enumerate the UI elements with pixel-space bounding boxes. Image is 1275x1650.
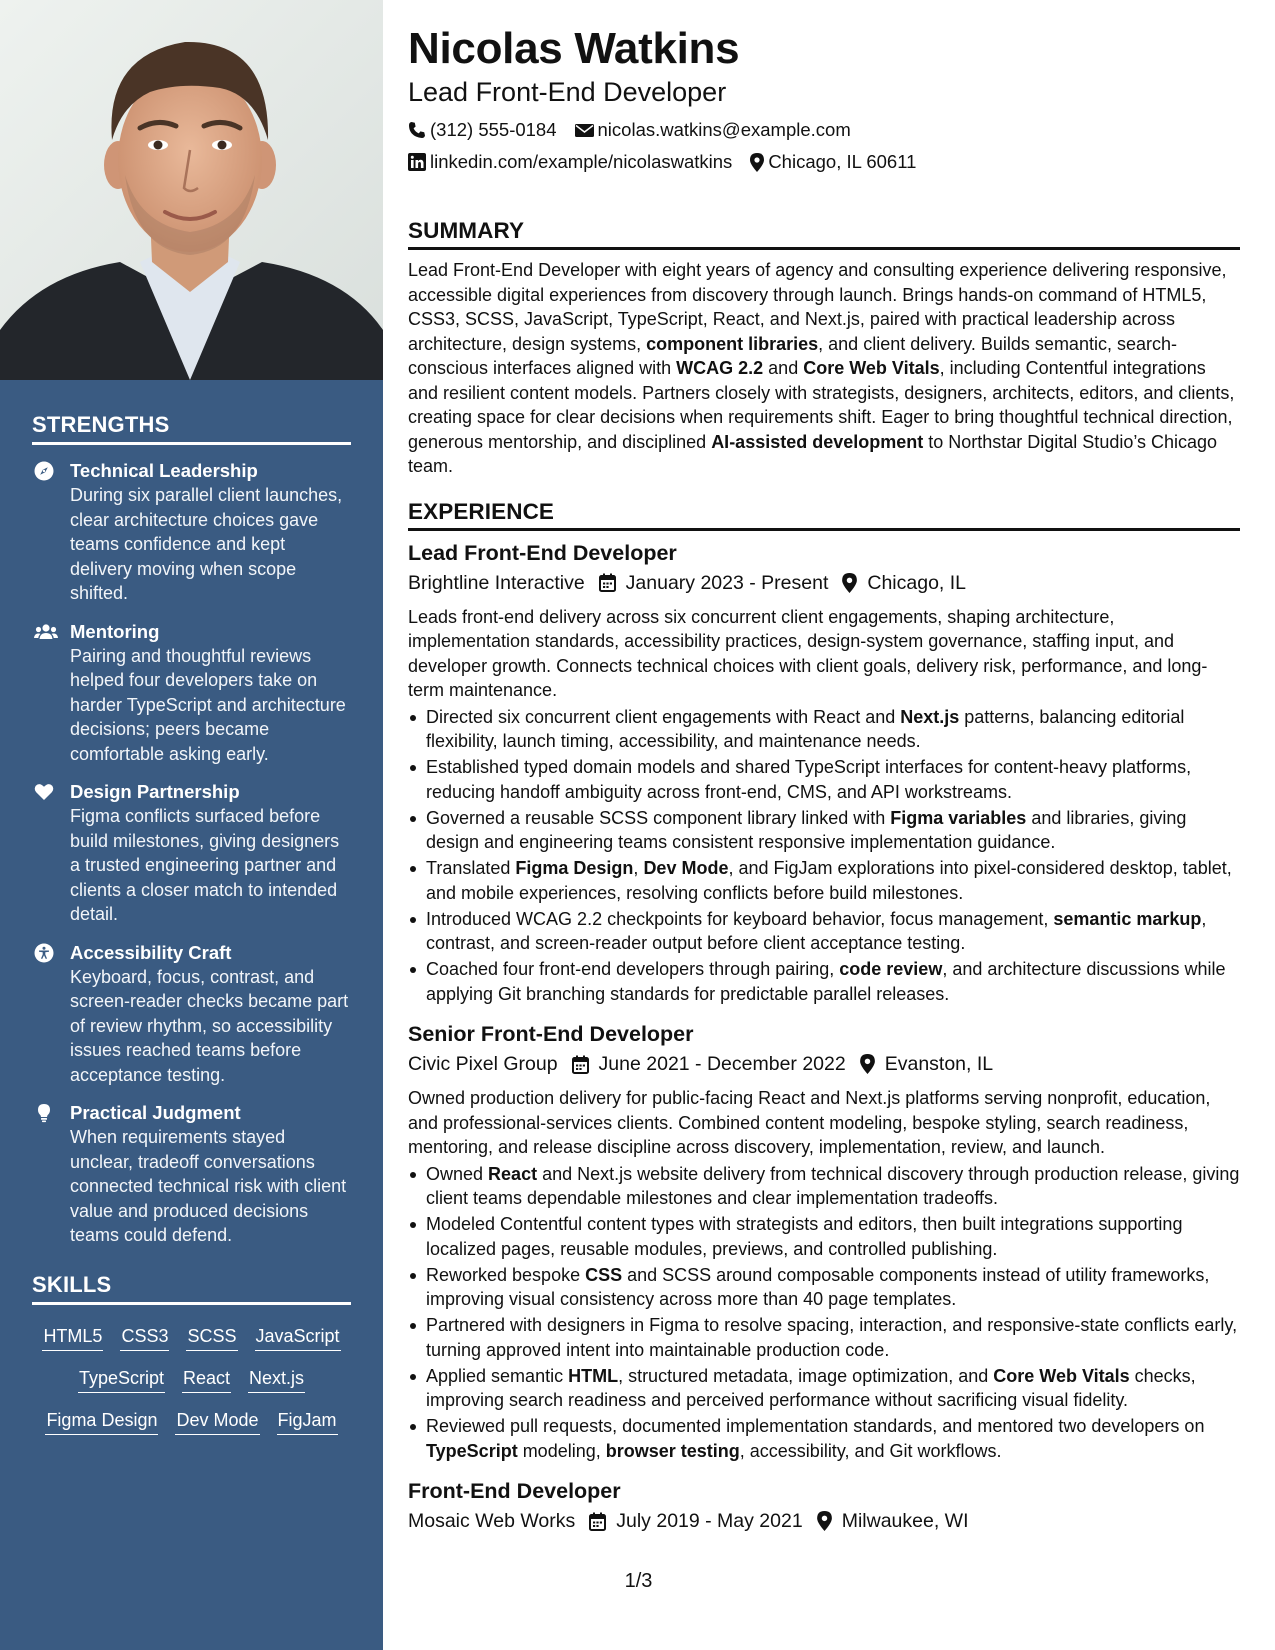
bold-keyword: code review	[839, 959, 943, 979]
job-company	[408, 569, 585, 597]
contact-row	[408, 150, 1240, 174]
calendar-icon	[572, 1055, 589, 1074]
candidate-title: Lead Front-End Developer	[408, 77, 727, 107]
location-text: Chicago, IL 60611	[768, 151, 917, 172]
text-run: Applied semantic	[426, 1365, 569, 1386]
phone-icon	[408, 121, 426, 139]
job-dates	[599, 569, 829, 597]
job-company	[408, 1050, 558, 1078]
skill-tag: JavaScript	[255, 1325, 341, 1351]
bold-keyword: Figma Design	[515, 858, 634, 878]
skill-tag: TypeScript	[78, 1367, 165, 1393]
text-run: , and client delivery. Builds semantic, search-conscious interfaces aligned with	[408, 333, 1177, 378]
job-entry	[408, 1020, 1240, 1463]
text-run: Owned	[426, 1163, 489, 1184]
skills-row	[32, 1325, 351, 1351]
text-run: and SCSS around composable components instead of utility frameworks, improving visual consistency across more than 40 page templates.	[426, 1264, 1210, 1309]
skill-tag: CSS3	[120, 1325, 169, 1351]
bullet-item	[408, 755, 1240, 804]
job-meta	[408, 569, 1240, 597]
compass-icon	[34, 461, 54, 481]
text-run: Reworked bespoke	[426, 1264, 586, 1285]
job-dates	[589, 1507, 802, 1535]
email-text: nicolas.watkins@example.com	[597, 119, 851, 140]
candidate-name: Nicolas Watkins	[408, 24, 740, 73]
users-icon	[34, 622, 54, 642]
bullet-item	[408, 856, 1240, 905]
date-range: January 2023 - Present	[625, 571, 829, 594]
job-location	[842, 569, 966, 597]
text-run: Partnered with designers in Figma to resolve spacing, interaction, and responsive-state conflicts early, turning approved intent into maintainable production code.	[426, 1315, 1238, 1360]
bullet-item	[408, 1364, 1240, 1413]
bullet-item	[408, 1263, 1240, 1312]
bullet-item	[408, 1313, 1240, 1362]
skill-tag: Dev Mode	[175, 1409, 259, 1435]
job-title: Lead Front-End Developer	[408, 540, 677, 565]
text-run: and Next.js website delivery from technical discovery through production release, giving client teams dependable milestones and clear implementation tradeoffs.	[426, 1163, 1240, 1208]
map-pin-icon	[817, 1511, 832, 1531]
skill-tag: React	[182, 1367, 231, 1393]
strength-desc: Figma conflicts surfaced before build milestones, giving designers a trusted engineering partner and clients a closer match to intended detail.	[70, 806, 340, 924]
skill-tag: SCSS	[186, 1325, 237, 1351]
strength-item	[32, 620, 351, 767]
skill-tag: Next.js	[248, 1367, 305, 1393]
text-run: ,	[633, 858, 644, 878]
bullet-item	[408, 1162, 1240, 1211]
skills-row	[32, 1409, 351, 1435]
bold-keyword: WCAG 2.2	[676, 358, 764, 378]
bold-keyword: browser testing	[605, 1440, 740, 1461]
summary-section	[408, 218, 1240, 479]
bold-keyword: Core Web Vitals	[993, 1365, 1130, 1386]
bullet-item	[408, 1414, 1240, 1463]
job-entry	[408, 1477, 1240, 1535]
text-run: Translated	[426, 858, 516, 878]
bold-keyword: semantic markup	[1053, 908, 1202, 929]
job-location	[860, 1050, 993, 1078]
linkedin-contact[interactable]	[408, 150, 732, 174]
email-contact[interactable]	[575, 118, 851, 142]
strength-desc: Keyboard, focus, contrast, and screen-reader checks became part of review rhythm, so accessibility issues reached teams before acceptance testing.	[70, 966, 349, 1085]
strength-title: Mentoring	[70, 620, 160, 642]
sidebar-content	[32, 412, 351, 1451]
skills-list	[32, 1319, 351, 1435]
location-contact	[750, 150, 916, 174]
job-title: Senior Front-End Developer	[408, 1022, 694, 1046]
text-run: to Northstar Digital Studio’s Chicago team.	[408, 431, 1218, 476]
text-run: Reviewed pull requests, documented implementation standards, and mentored two developers on	[426, 1416, 1205, 1436]
job-bullets	[408, 705, 1240, 1007]
page-number: 1/3	[624, 1570, 653, 1592]
text-run: , accessibility, and Git workflows.	[739, 1440, 1002, 1461]
lightbulb-icon	[34, 1103, 54, 1123]
experience-heading: EXPERIENCE	[408, 499, 1240, 531]
text-run: patterns, balancing editorial flexibility, launch timing, accessibility, and maintenance needs.	[426, 706, 1185, 751]
job-meta	[408, 1050, 1240, 1078]
calendar-icon	[599, 573, 616, 592]
job-meta	[408, 1507, 1240, 1535]
skill-tag: FigJam	[277, 1409, 338, 1435]
text-run: Lead Front-End Developer with eight years of agency and consulting experience delivering responsive, accessible digital experiences from discovery through launch. Brings hands-on command of HTML5, CSS3, SCSS, JavaScript, TypeScript, React, and Next.js, paired with practical leadership across architecture, design systems,	[408, 260, 1227, 354]
contact-row	[408, 118, 1240, 142]
text-run: Introduced WCAG 2.2 checkpoints for keyboard behavior, focus management,	[426, 908, 1054, 929]
bullet-item	[408, 1212, 1240, 1261]
bold-keyword: React	[488, 1163, 538, 1184]
calendar-icon	[589, 1512, 606, 1531]
location-text: Milwaukee, WI	[841, 1510, 969, 1532]
envelope-icon	[575, 123, 594, 138]
strength-desc: During six parallel client launches, clear architecture choices gave teams confidence and kept delivery moving when scope shifted.	[70, 485, 343, 603]
heart-icon	[34, 782, 54, 802]
bullet-item	[408, 957, 1240, 1006]
strength-desc: When requirements stayed unclear, tradeoff conversations connected technical risk with client value and produced decisions teams could defend.	[70, 1127, 347, 1245]
strength-item	[32, 1101, 351, 1248]
bullet-item	[408, 806, 1240, 855]
company-name: Brightline Interactive	[408, 571, 585, 594]
phone-text: (312) 555-0184	[430, 119, 557, 140]
strength-item	[32, 780, 351, 927]
job-list	[408, 539, 1240, 1536]
bold-keyword: Core Web Vitals	[803, 358, 940, 378]
job-description: Leads front-end delivery across six concurrent client engagements, shaping architecture, implementation standards, accessibility practices, design-system governance, staffing input, and developer growth. Connects technical choices with client goals, delivery risk, performance, and long-term maintenance.	[408, 606, 1208, 700]
skills-heading: SKILLS	[32, 1272, 351, 1305]
text-run: checks, improving search readiness and perceived performance without sacrificing visual fidelity.	[426, 1365, 1196, 1410]
job-entry	[408, 539, 1240, 1007]
map-pin-icon	[860, 1054, 875, 1074]
strengths-heading: STRENGTHS	[32, 412, 351, 445]
bold-keyword: HTML	[568, 1365, 619, 1386]
location-text: Chicago, IL	[867, 571, 967, 594]
job-bullets	[408, 1162, 1240, 1464]
strength-title: Accessibility Craft	[70, 941, 232, 963]
text-run: , and architecture discussions while applying Git branching standards for predictable parallel releases.	[426, 959, 1226, 1004]
bullet-item	[408, 705, 1240, 754]
text-run: , including Contentful integrations and resilient content models. Partners closely with strategists, designers, architects, editors, and clients, creating space for clear decisions when requirements shift. Eager to bring thoughtful technical direction, generous mentorship, and disciplined	[408, 358, 1235, 452]
bold-keyword: Figma variables	[890, 807, 1027, 828]
main-content	[408, 22, 1240, 1535]
text-run: Modeled Contentful content types with strategists and editors, then built integrations supporting localized pages, reusable modules, previews, and controlled publishing.	[426, 1214, 1183, 1259]
bold-keyword: AI-assisted development	[711, 431, 924, 452]
skill-tag: HTML5	[42, 1325, 103, 1351]
text-run: and	[763, 358, 804, 378]
text-run: Established typed domain models and shared TypeScript interfaces for content-heavy platforms, reducing handoff ambiguity across front-end, CMS, and API workstreams.	[426, 757, 1192, 802]
experience-section	[408, 499, 1240, 1536]
accessibility-icon	[34, 943, 54, 963]
date-range: July 2019 - May 2021	[616, 1510, 803, 1532]
company-name: Mosaic Web Works	[408, 1510, 576, 1532]
text-run: Directed six concurrent client engagements with React and	[426, 706, 901, 727]
strength-desc: Pairing and thoughtful reviews helped four developers take on harder TypeScript and architecture decisions; peers became comfortable asking early.	[70, 645, 346, 764]
bold-keyword: Dev Mode	[643, 858, 729, 878]
bold-keyword: CSS	[585, 1264, 623, 1285]
job-description: Owned production delivery for public-facing React and Next.js platforms serving nonprofit, education, and professional-services clients. Combined content modeling, bespoke styling, search readiness, mentoring, and release discipline across discovery, implementation, review, and launch.	[408, 1088, 1211, 1157]
profile-photo	[0, 0, 383, 380]
skill-tag: Figma Design	[45, 1409, 158, 1435]
strength-item	[32, 459, 351, 606]
strength-item	[32, 941, 351, 1088]
strength-title: Design Partnership	[70, 781, 240, 802]
map-pin-icon	[842, 573, 857, 593]
linkedin-icon	[408, 153, 426, 171]
linkedin-text: linkedin.com/example/nicolaswatkins	[430, 151, 733, 172]
text-run: , structured metadata, image optimization, and	[618, 1365, 994, 1386]
text-run: modeling,	[517, 1440, 606, 1461]
strength-title: Technical Leadership	[70, 460, 258, 481]
bold-keyword: component libraries	[646, 333, 819, 354]
job-location	[817, 1507, 969, 1535]
text-run: and libraries, giving design and engineering teams consistent responsive implementation guidance.	[426, 807, 1187, 852]
job-dates	[572, 1050, 846, 1078]
strength-title: Practical Judgment	[70, 1102, 241, 1123]
phone-contact[interactable]	[408, 118, 557, 142]
bullet-item	[408, 907, 1240, 956]
text-run: , contrast, and screen-reader output before client acceptance testing.	[426, 908, 1207, 953]
bold-keyword: TypeScript	[426, 1440, 518, 1461]
summary-heading: SUMMARY	[408, 218, 1240, 250]
map-pin-icon	[750, 153, 764, 172]
bold-keyword: Next.js	[900, 706, 960, 727]
date-range: June 2021 - December 2022	[598, 1053, 846, 1075]
company-name: Civic Pixel Group	[408, 1053, 558, 1075]
skills-row	[32, 1367, 351, 1393]
job-company	[408, 1507, 575, 1535]
location-text: Evanston, IL	[884, 1053, 994, 1075]
summary-text	[408, 258, 1240, 479]
text-run: , and FigJam explorations into pixel-considered desktop, tablet, and mobile experiences, resolving conflicts before build milestones.	[426, 858, 1232, 903]
job-title: Front-End Developer	[408, 1479, 621, 1503]
text-run: Governed a reusable SCSS component library linked with	[426, 807, 891, 828]
text-run: Coached four front-end developers through pairing,	[426, 959, 840, 979]
sidebar	[0, 0, 383, 1650]
